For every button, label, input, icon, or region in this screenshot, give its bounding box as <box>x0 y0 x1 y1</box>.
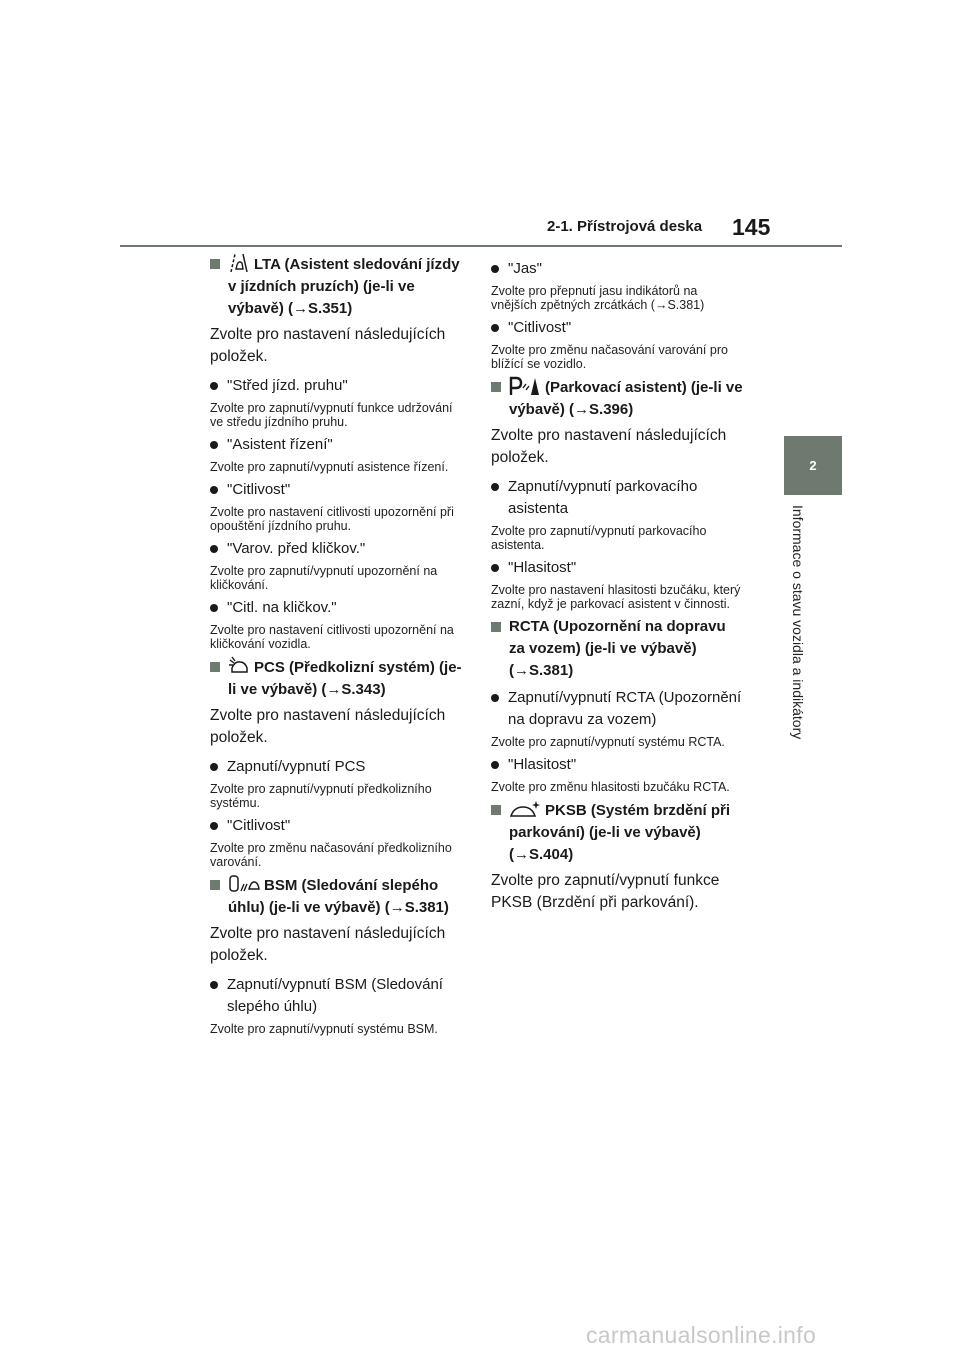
bullet-dot <box>491 265 499 273</box>
chapter-number: 2 <box>809 458 817 473</box>
section-intro: Zvolte pro nastavení následujících položek. <box>210 326 446 365</box>
square-bullet <box>210 880 220 890</box>
bullet-dot <box>210 441 218 449</box>
parking-assist-icon <box>509 376 541 396</box>
item-label: "Citl. na kličkov." <box>227 599 337 616</box>
item-label: "Citlivost" <box>508 319 572 336</box>
item-label: Zapnutí/vypnutí PCS <box>227 758 366 775</box>
section-title-lta: LTA (Asistent sledování jízdy v jízdních pruzích) (je-li ve výbavě) (→S.351) <box>228 256 460 317</box>
item-label: "Jas" <box>508 260 542 277</box>
section-intro: Zvolte pro nastavení následujících položek. <box>210 925 446 964</box>
item-label: "Střed jízd. pruhu" <box>227 377 348 394</box>
item-label: Zapnutí/vypnutí RCTA (Upozornění na dopravu za vozem) <box>508 689 742 728</box>
list-item <box>210 597 464 619</box>
section-rcta <box>491 616 745 682</box>
list-item <box>491 754 745 776</box>
bullet-dot <box>491 324 499 332</box>
list-item <box>210 974 464 1018</box>
section-title-parking: (Parkovací asistent) (je-li ve výbavě) (→S.396) <box>509 379 743 418</box>
chapter-label: Informace o stavu vozidla a indikátory <box>790 505 806 740</box>
section-title-pksb: PKSB (Systém brzdění při parkování) (je-li ve výbavě) (→S.404) <box>509 802 731 863</box>
section-title-pcs: PCS (Předkolizní systém) (je-li ve výbavě) (→S.343) <box>228 659 462 698</box>
item-description: Zvolte pro zapnutí/vypnutí předkolizního systému. <box>210 782 432 810</box>
list-item <box>491 317 745 339</box>
header-divider <box>120 245 842 247</box>
item-description: Zvolte pro zapnutí/vypnutí funkce udržování ve středu jízdního pruhu. <box>210 401 453 429</box>
watermark: carmanualsonline.info <box>586 1322 817 1348</box>
section-intro: Zvolte pro nastavení následujících položek. <box>491 427 727 466</box>
bullet-dot <box>210 486 218 494</box>
item-description: Zvolte pro zapnutí/vypnutí parkovacího asistenta. <box>491 524 707 552</box>
item-label: "Citlivost" <box>227 817 291 834</box>
bullet-dot <box>491 761 499 769</box>
bullet-dot <box>210 604 218 612</box>
bullet-dot <box>491 483 499 491</box>
bullet-dot <box>491 694 499 702</box>
item-description: Zvolte pro nastavení hlasitosti bzučáku, který zazní, když je parkovací asistent v činnosti. <box>491 583 741 611</box>
item-label: "Citlivost" <box>227 481 291 498</box>
bullet-dot <box>210 822 218 830</box>
chapter-tab[interactable] <box>784 436 842 495</box>
item-label: Zapnutí/vypnutí BSM (Sledování slepého úhlu) <box>227 976 443 1015</box>
item-description: Zvolte pro zapnutí/vypnutí systému RCTA. <box>491 735 725 749</box>
item-description: Zvolte pro zapnutí/vypnutí upozornění na kličkování. <box>210 564 438 592</box>
list-item <box>491 258 745 280</box>
item-label: "Hlasitost" <box>508 559 577 576</box>
item-description: Zvolte pro přepnutí jasu indikátorů na vnějších zpětných zrcátkách (→S.381) <box>491 284 705 312</box>
section-title-rcta: RCTA (Upozornění na dopravu za vozem) (je-li ve výbavě) (→S.381) <box>509 618 726 679</box>
section-pcs <box>210 656 464 701</box>
blind-spot-icon <box>228 874 260 894</box>
square-bullet <box>491 382 501 392</box>
item-description: Zvolte pro změnu hlasitosti bzučáku RCTA. <box>491 780 730 794</box>
section-title: 2-1. Přístrojová deska <box>547 218 703 235</box>
left-column <box>210 253 464 1041</box>
square-bullet <box>491 805 501 815</box>
section-intro: Zvolte pro nastavení následujících položek. <box>210 707 446 746</box>
list-item <box>210 375 464 397</box>
bullet-dot <box>210 981 218 989</box>
list-item <box>210 815 464 837</box>
item-description: Zvolte pro nastavení citlivosti upozornění na kličkování vozidla. <box>210 623 454 651</box>
square-bullet <box>210 662 220 672</box>
list-item <box>491 687 745 731</box>
list-item <box>210 434 464 456</box>
item-label: Zapnutí/vypnutí parkovacího asistenta <box>508 478 698 517</box>
list-item <box>210 479 464 501</box>
list-item <box>491 476 745 520</box>
square-bullet <box>210 259 220 269</box>
list-item <box>210 538 464 560</box>
right-column <box>491 253 745 921</box>
pre-collision-icon <box>228 656 250 676</box>
list-item <box>491 557 745 579</box>
section-intro: Zvolte pro zapnutí/vypnutí funkce PKSB (Brzdění při parkování). <box>491 872 720 911</box>
section-bsm <box>210 874 464 919</box>
page-number: 145 <box>732 214 771 240</box>
section-title-bsm: BSM (Sledování slepého úhlu) (je-li ve výbavě) (→S.381) <box>228 877 449 916</box>
bullet-dot <box>491 564 499 572</box>
section-parking-assist <box>491 376 745 421</box>
bullet-dot <box>210 382 218 390</box>
item-label: "Hlasitost" <box>508 756 577 773</box>
section-lta <box>210 253 464 320</box>
section-pksb <box>491 799 745 866</box>
parking-brake-support-icon <box>509 799 541 819</box>
bullet-dot <box>210 763 218 771</box>
square-bullet <box>491 622 501 632</box>
item-description: Zvolte pro zapnutí/vypnutí asistence řízení. <box>210 460 449 474</box>
lane-tracing-icon <box>228 253 250 273</box>
item-description: Zvolte pro zapnutí/vypnutí systému BSM. <box>210 1022 438 1036</box>
item-description: Zvolte pro změnu načasování předkolizního varování. <box>210 841 452 869</box>
list-item <box>210 756 464 778</box>
item-label: "Asistent řízení" <box>227 436 333 453</box>
item-description: Zvolte pro nastavení citlivosti upozornění při opouštění jízdního pruhu. <box>210 505 454 533</box>
item-description: Zvolte pro změnu načasování varování pro blížící se vozidlo. <box>491 343 728 371</box>
item-label: "Varov. před kličkov." <box>227 540 366 557</box>
bullet-dot <box>210 545 218 553</box>
